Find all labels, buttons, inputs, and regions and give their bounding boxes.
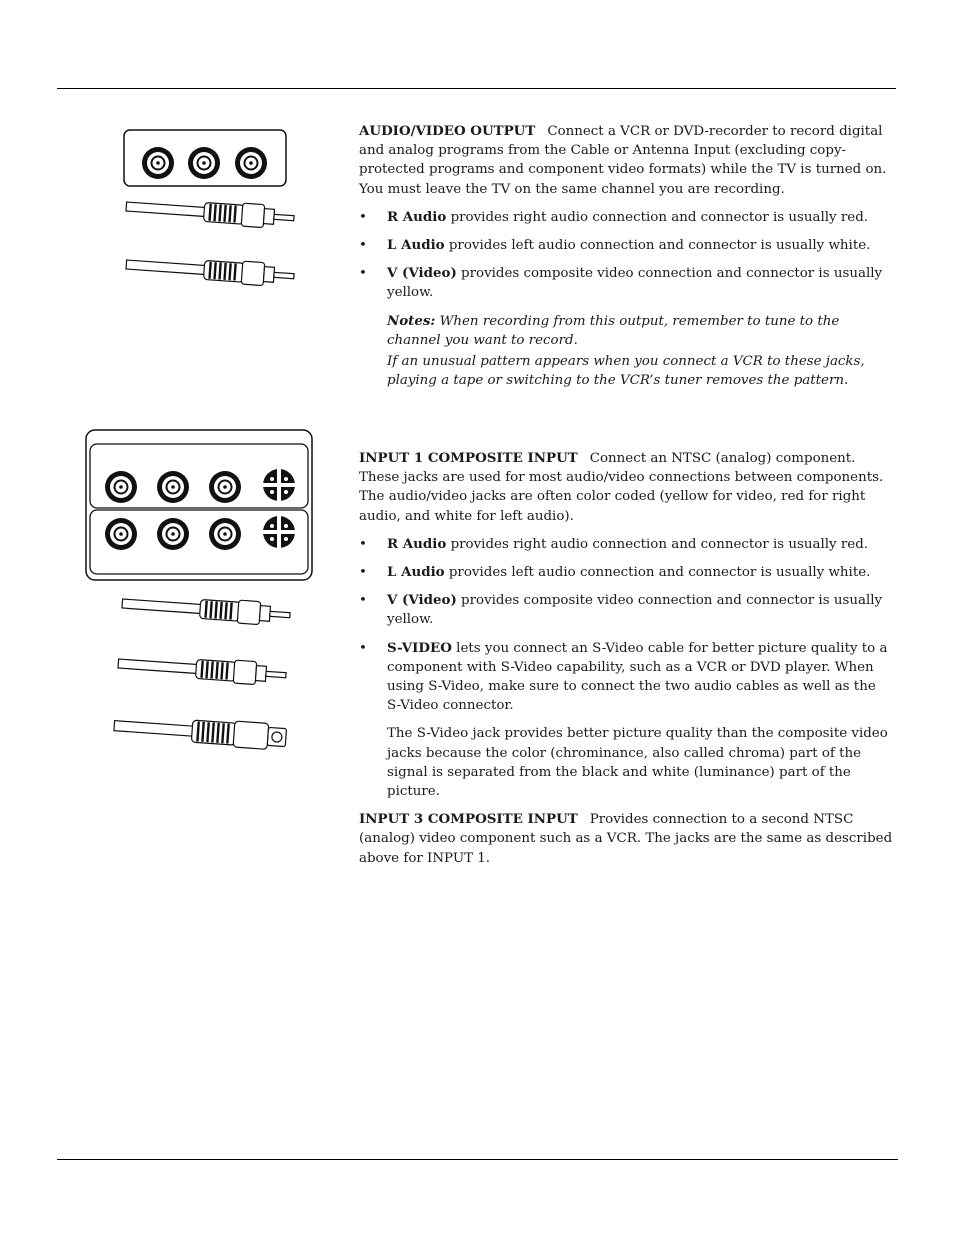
input3-body: Provides connection to a second NTSC (analog) video component such as a VCR. The jacks are the same as described above for INPUT 1. [359,812,893,866]
bullet-text: provides right audio connection and connector is usually red. [450,209,869,225]
list-item [359,236,893,255]
av-output-note-1 [387,312,893,350]
av-output-body: Connect a VCR or DVD-recorder to record digital and analog programs from the Cable or Antenna Input (excluding copy-protected programs and component video formats) while the TV is turned on. You must leave the TV on the same channel you are recording. [359,124,887,197]
note-text: When recording from this output, remember to tune to the channel you want to record. [387,313,840,348]
rca-jack-icon [105,518,137,550]
rca-jack-icon [235,147,267,179]
bullet-term: R Audio [387,208,447,225]
input1-bullet-list [359,535,893,716]
bullet-term: L Audio [387,564,445,581]
rca-cable-illustration [114,653,294,689]
bullet-glyph: • [359,238,367,254]
list-item [359,208,893,227]
bullet-term: L Audio [387,237,445,254]
list-item [359,264,893,302]
bullet-glyph: • [359,593,367,609]
input3-heading: INPUT 3 COMPOSITE INPUT [359,811,578,828]
bullet-term: V (Video) [387,265,457,282]
input1-intro [359,449,893,526]
notes-label: Notes: [387,312,436,329]
svideo-paragraph: The S-Video jack provides better picture quality than the composite video jacks because the color (chrominance, also called chroma) part of the signal is separated from the black and white (luminance) part of the picture. [387,726,888,800]
bullet-text: provides right audio connection and connector is usually red. [450,536,869,552]
av-output-heading: AUDIO/VIDEO OUTPUT [359,123,536,139]
rca-jack-icon [209,518,241,550]
s-video-jack-icon [263,469,295,501]
list-item [359,639,893,716]
rca-jack-icon [157,471,189,503]
bullet-text: provides left audio connection and connector is usually white. [448,565,871,581]
av-output-note-2 [387,352,893,390]
rca-jack-icon [209,471,241,503]
s-video-cable-illustration [110,713,300,753]
av-output-section [359,122,893,392]
av-output-bullet-list [359,208,893,303]
list-item [359,563,893,582]
av-output-intro [359,122,893,199]
bullet-glyph: • [359,536,367,552]
rca-cable-illustration [122,196,302,232]
input1-heading: INPUT 1 COMPOSITE INPUT [359,450,578,466]
bullet-glyph: • [359,565,367,581]
rca-cable-illustration [118,593,298,629]
bullet-glyph: • [359,266,367,282]
note-text: If an unusual pattern appears when you connect a VCR to these jacks, playing a tape or switching to the VCR’s tuner removes the pattern. [387,354,865,389]
rca-jack-icon [188,147,220,179]
footer-rule [57,1159,898,1160]
bullet-text: provides composite video connection and connector is usually yellow. [387,593,883,628]
header-rule [57,88,896,89]
list-item [359,535,893,554]
input3-paragraph [359,810,893,868]
input-section [359,449,893,877]
rca-jack-icon [142,147,174,179]
av-output-jack-panel-illustration [118,125,293,195]
input-jack-panel-illustration [84,428,316,584]
rca-jack-icon [157,518,189,550]
bullet-text: lets you connect an S-Video cable for better picture quality to a component with S-Video capability, such as a VCR or DVD player. When using S-Video, make sure to connect the two audio cables as well as the S-Video connector. [387,640,888,714]
bullet-term: R Audio [387,535,447,552]
bullet-text: provides composite video connection and connector is usually yellow. [387,266,883,301]
bullet-text: provides left audio connection and connector is usually white. [448,238,871,254]
bullet-glyph: • [359,209,367,225]
list-item [359,591,893,629]
rca-cable-illustration [122,254,302,290]
bullet-glyph: • [359,640,367,656]
bullet-term: S-VIDEO [387,639,452,656]
s-video-jack-icon [263,516,295,548]
input1-body: Connect an NTSC (analog) component. These jacks are used for most audio/video connections between components. The audio/video jacks are often color coded (yellow for video, red for right audio, and white for left audio). [359,451,884,524]
bullet-term: V (Video) [387,592,457,609]
rca-jack-icon [105,471,137,503]
